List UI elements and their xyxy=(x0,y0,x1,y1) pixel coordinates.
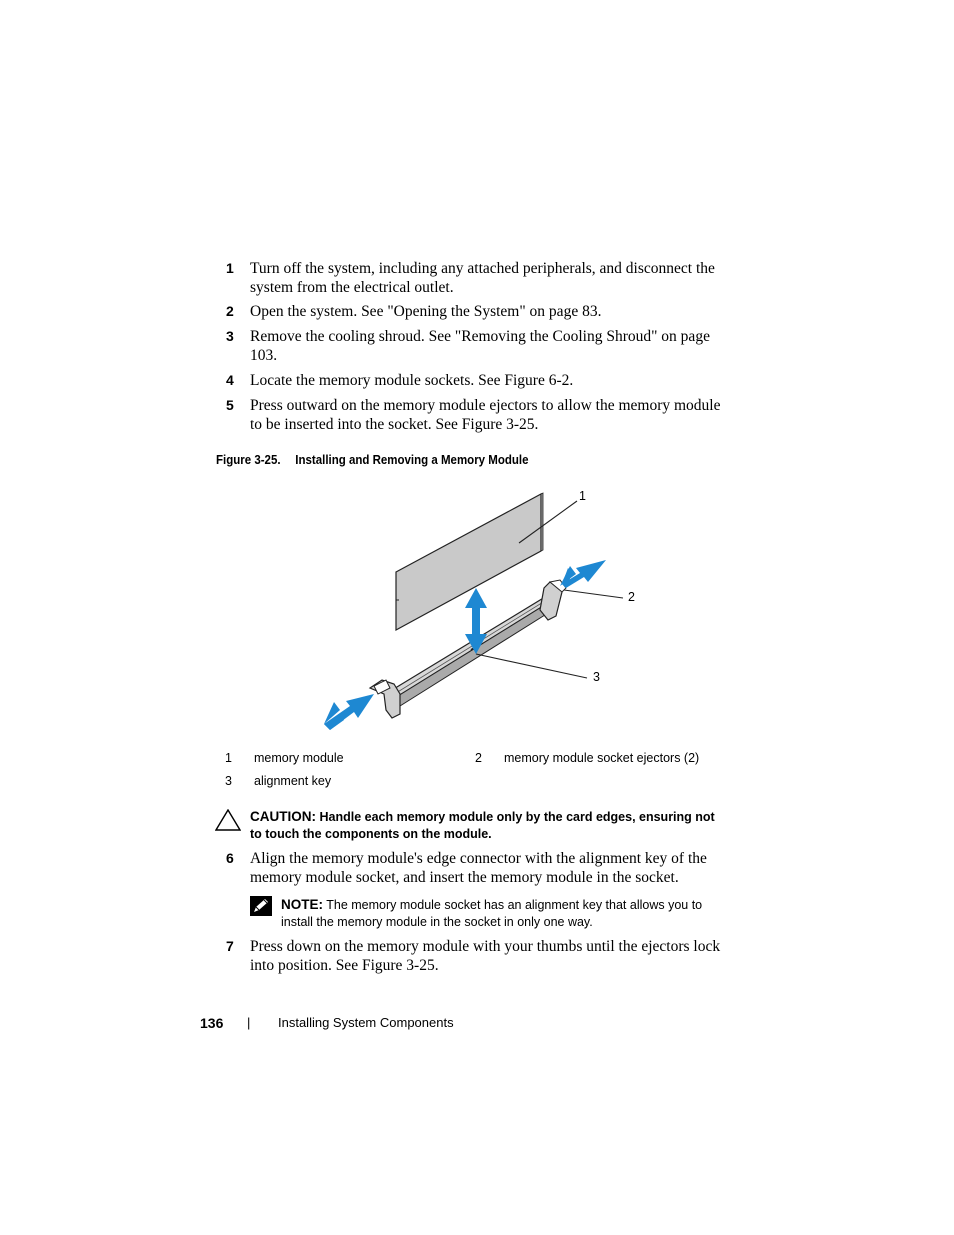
memory-module-card xyxy=(396,494,541,630)
step-number: 5 xyxy=(226,397,234,413)
note-label: NOTE: xyxy=(281,897,323,912)
legend-text-3: alignment key xyxy=(254,774,332,788)
legend-num-3: 3 xyxy=(225,774,232,788)
eject-arrow-left-icon xyxy=(324,694,374,730)
legend-text-2: memory module socket ejectors (2) xyxy=(504,751,700,765)
step-text: Locate the memory module sockets. See Figure 6-2. xyxy=(250,372,574,389)
figure-caption xyxy=(216,453,529,467)
warning-triangle-icon xyxy=(215,809,241,831)
step-number: 1 xyxy=(226,260,234,276)
callout-3: 3 xyxy=(593,670,600,684)
step-5 xyxy=(226,396,726,434)
caution-label: CAUTION: xyxy=(250,809,316,824)
footer-section: Installing System Components xyxy=(278,1015,454,1030)
step-6 xyxy=(226,849,726,887)
callout-1: 1 xyxy=(579,489,586,503)
step-text: Turn off the system, including any attached peripherals, and disconnect the system from the electrical outlet. xyxy=(250,260,715,296)
caution-text: Handle each memory module only by the card edges, ensuring not to touch the components on the module. xyxy=(250,810,715,841)
step-text: Align the memory module's edge connector with the alignment key of the memory module socket, and insert the memory module in the socket. xyxy=(250,850,707,886)
step-text: Remove the cooling shroud. See "Removing the Cooling Shroud" on page 103. xyxy=(250,328,710,364)
pencil-note-icon xyxy=(250,896,272,916)
step-3 xyxy=(226,327,726,365)
step-number: 4 xyxy=(226,372,234,388)
step-number: 3 xyxy=(226,328,234,344)
note-block xyxy=(281,896,721,931)
note-text: The memory module socket has an alignment key that allows you to install the memory module in the socket in only one way. xyxy=(281,898,703,929)
step-number: 6 xyxy=(226,850,234,866)
callout-2: 2 xyxy=(628,590,635,604)
step-text: Press down on the memory module with your thumbs until the ejectors lock into position. See Figure 3-25. xyxy=(250,938,721,974)
figure-label: Figure 3-25. xyxy=(216,453,281,467)
step-text: Press outward on the memory module ejectors to allow the memory module to be inserted into the socket. See Figure 3-25. xyxy=(250,397,721,433)
figure-title: Installing and Removing a Memory Module xyxy=(295,453,529,467)
footer-divider: | xyxy=(247,1015,251,1030)
page-number: 136 xyxy=(200,1015,224,1031)
step-number: 2 xyxy=(226,303,234,319)
step-4 xyxy=(226,371,726,390)
legend-text-1: memory module xyxy=(254,751,344,765)
step-7 xyxy=(226,937,726,975)
memory-module-illustration xyxy=(300,480,660,740)
caution-block xyxy=(250,808,720,843)
step-2 xyxy=(226,302,726,321)
step-text: Open the system. See "Opening the System" on page 83. xyxy=(250,303,602,320)
legend-num-1: 1 xyxy=(225,751,232,765)
step-number: 7 xyxy=(226,938,234,954)
legend-num-2: 2 xyxy=(475,751,482,765)
step-1 xyxy=(226,259,726,297)
